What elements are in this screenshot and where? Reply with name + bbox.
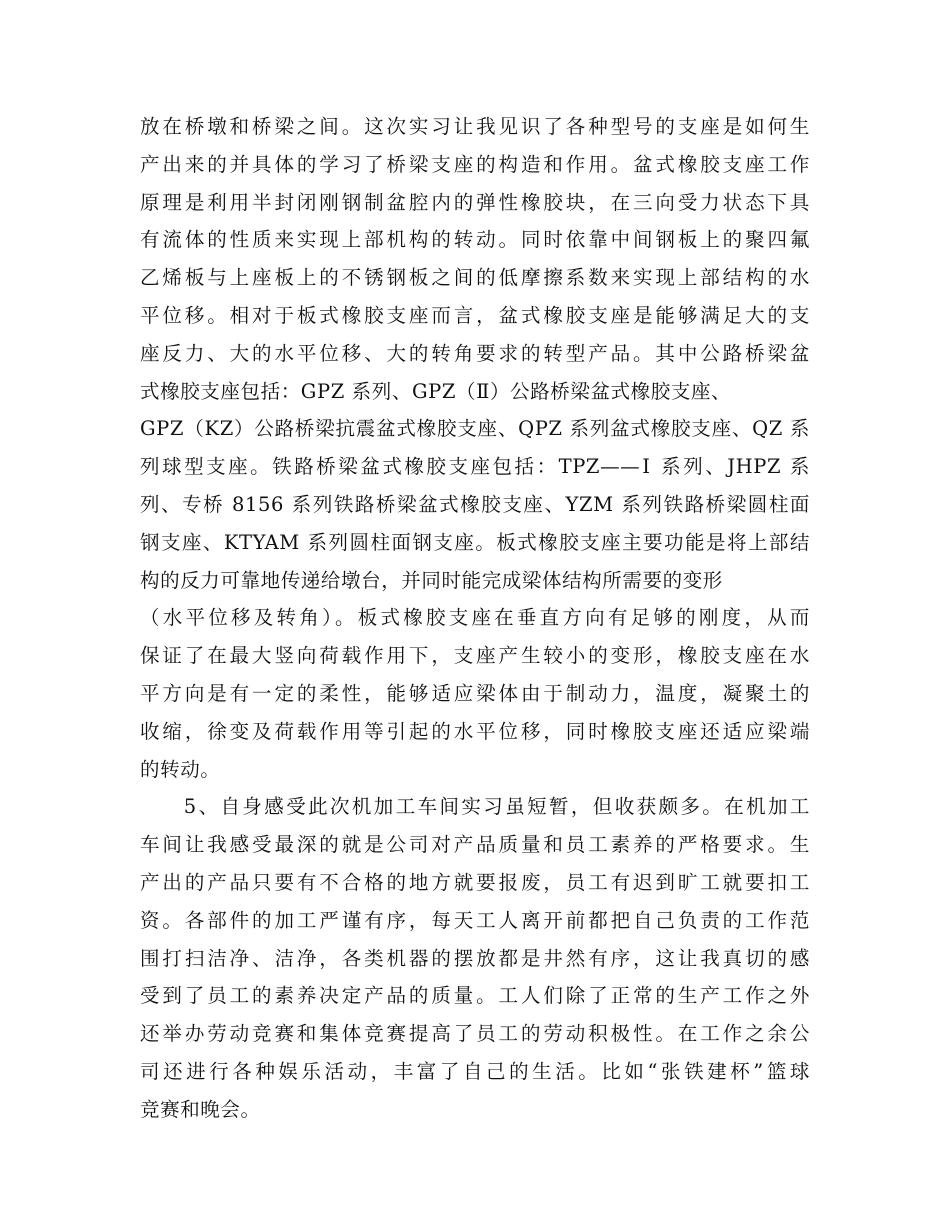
text-line: 5、自身感受此次机加工车间实习虽短暂，但收获颇多。在机加工	[140, 795, 810, 819]
text-line: 受到了员工的素养决定产品的质量。工人们除了正常的生产工作之外	[140, 984, 810, 1008]
text-line: 座反力、大的水平位移、大的转角要求的转型产品。其中公路桥梁盆	[140, 341, 810, 365]
text-line: 竞赛和晚会。	[140, 1097, 261, 1121]
text-line: 的转动。	[140, 757, 221, 781]
text-line: 有流体的性质来实现上部机构的转动。同时依靠中间钢板上的聚四氟	[140, 228, 810, 252]
text-line: 列球型支座。铁路桥梁盆式橡胶支座包括：TPZ——Ⅰ 系列、JHPZ 系	[140, 455, 810, 479]
text-line: 构的反力可靠地传递给墩台，并同时能完成梁体结构所需要的变形	[140, 568, 723, 592]
text-line: 平方向是有一定的柔性，能够适应梁体由于制动力，温度，凝聚土的	[140, 681, 810, 705]
text-line: 乙烯板与上座板上的不锈钢板之间的低摩擦系数来实现上部结构的水	[140, 266, 810, 290]
text-line: 车间让我感受最深的就是公司对产品质量和员工素养的严格要求。生	[140, 833, 810, 857]
paragraph-personal-reflection	[140, 788, 810, 1128]
text-line: 钢支座、KTYAM 系列圆柱面钢支座。板式橡胶支座主要功能是将上部结	[140, 530, 810, 554]
text-line: 平位移。相对于板式橡胶支座而言，盆式橡胶支座是能够满足大的支	[140, 303, 810, 327]
text-line: 式橡胶支座包括：GPZ 系列、GPZ（Ⅱ）公路桥梁盆式橡胶支座、	[140, 379, 732, 403]
text-line: 资。各部件的加工严谨有序，每天工人离开前都把自己负责的工作范	[140, 908, 810, 932]
text-line: 还举办劳动竞赛和集体竞赛提高了员工的劳动积极性。在工作之余公	[140, 1022, 810, 1046]
text-line: （水平位移及转角）。板式橡胶支座在垂直方向有足够的刚度，从而	[140, 606, 810, 630]
text-line: 产出来的并具体的学习了桥梁支座的构造和作用。盆式橡胶支座工作	[140, 152, 810, 176]
paragraph-support-bearings	[140, 108, 810, 788]
text-line: 产出的产品只要有不合格的地方就要报废，员工有迟到旷工就要扣工	[140, 870, 810, 894]
text-line: 司还进行各种娱乐活动，丰富了自己的生活。比如“张铁建杯”篮球	[140, 1059, 810, 1083]
text-line: 原理是利用半封闭刚钢制盆腔内的弹性橡胶块，在三向受力状态下具	[140, 190, 810, 214]
text-line: 放在桥墩和桥梁之间。这次实习让我见识了各种型号的支座是如何生	[140, 115, 810, 138]
document-page	[140, 108, 810, 1129]
text-line: GPZ（KZ）公路桥梁抗震盆式橡胶支座、QPZ 系列盆式橡胶支座、QZ 系	[140, 417, 810, 441]
text-line: 保证了在最大竖向荷载作用下，支座产生较小的变形，橡胶支座在水	[140, 644, 810, 668]
text-line: 围打扫洁净、洁净，各类机器的摆放都是井然有序，这让我真切的感	[140, 946, 810, 970]
text-line: 收缩，徐变及荷载作用等引起的水平位移，同时橡胶支座还适应梁端	[140, 719, 810, 743]
text-line: 列、专桥 8156 系列铁路桥梁盆式橡胶支座、YZM 系列铁路桥梁圆柱面	[140, 492, 810, 516]
